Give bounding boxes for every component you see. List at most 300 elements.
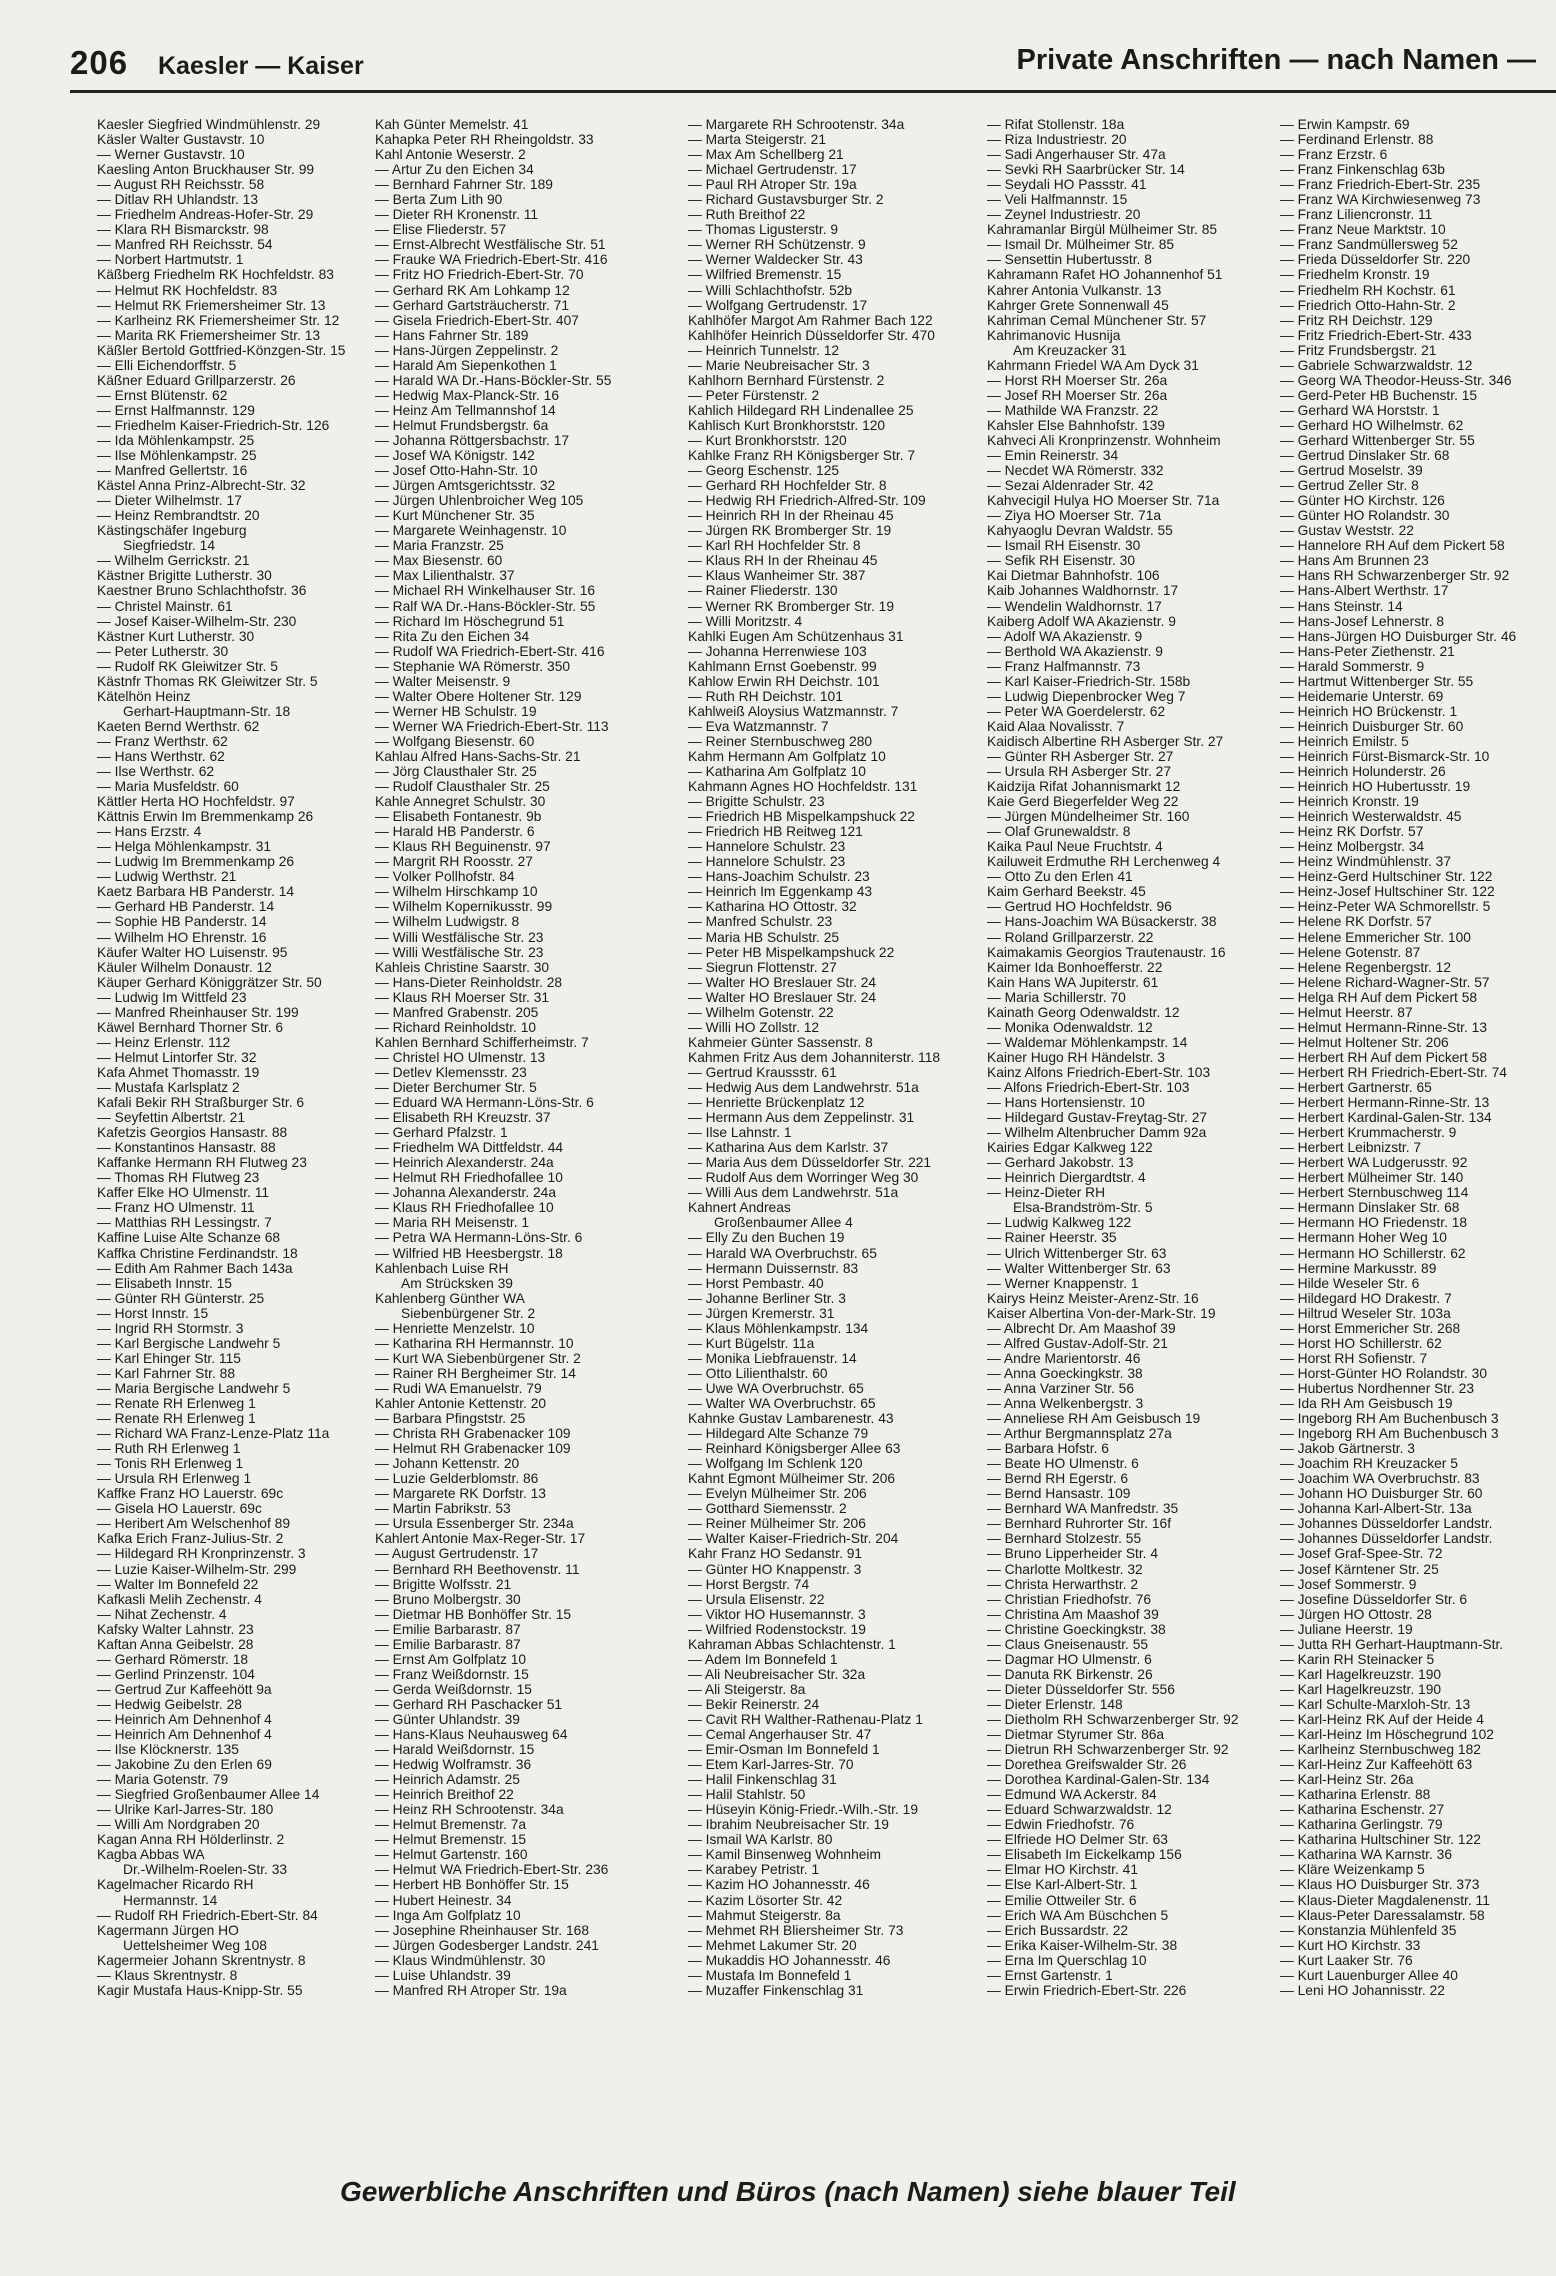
directory-entry: Kagba Abbas WA [97,1847,205,1863]
directory-entry: — Werner Knappenstr. 1 [987,1275,1139,1291]
directory-entry: — Hannelore Schulstr. 23 [688,854,846,870]
directory-entry: — Klaus RH Friedhofallee 10 [375,1200,554,1216]
directory-entry: — Helga RH Auf dem Pickert 58 [1280,989,1478,1005]
directory-entry: — Heinrich Tunnelstr. 12 [688,342,840,358]
directory-entry: — Ismail Dr. Mülheimer Str. 85 [987,237,1175,253]
directory-entry: — Gerhard Gartsträucherstr. 71 [375,297,569,313]
directory-entry: — Franz Erzstr. 6 [1280,147,1388,163]
directory-column [97,117,407,2157]
directory-entry: Kahnert Andreas [688,1200,791,1216]
directory-entry: — Helmut Frundsbergstr. 6a [375,417,549,433]
directory-entry: — Inga Am Golfplatz 10 [375,1907,521,1923]
directory-entry: — Siegrun Flottenstr. 27 [688,959,837,975]
directory-entry: — Gerhard WA Horststr. 1 [1280,402,1440,418]
directory-entry: — Joachim RH Kreuzacker 5 [1280,1456,1458,1472]
directory-entry: — Harald HB Panderstr. 6 [375,824,535,840]
directory-entry: Käwel Bernhard Thorner Str. 6 [97,1019,284,1035]
directory-entry: — Elisabeth Im Eickelkamp 156 [987,1847,1182,1863]
directory-entry: — Helmut RH Friedhofallee 10 [375,1170,563,1186]
directory-entry: — Heinz-Gerd Hultschiner Str. 122 [1280,869,1493,885]
directory-entry: Kagan Anna RH Hölderlinstr. 2 [97,1832,285,1848]
directory-entry: — Georg Eschenstr. 125 [688,463,840,479]
directory-entry: — Ditlav RH Uhlandstr. 13 [97,192,259,208]
directory-entry: — Ali Steigerstr. 8a [688,1681,806,1697]
directory-entry: — Gerlind Prinzenstr. 104 [97,1666,255,1682]
directory-entry: — Hüseyin König-Friedr.-Wilh.-Str. 19 [688,1802,919,1818]
directory-entry: Kagermeier Johann Skrentnystr. 8 [97,1952,306,1968]
directory-entry: — Viktor HO Husemannstr. 3 [688,1606,866,1622]
directory-entry: — Heinrich Am Dehnenhof 4 [97,1727,272,1743]
directory-entry: — Wilfried HB Heesbergstr. 18 [375,1245,563,1261]
directory-entry: — Gerhard Wittenberger Str. 55 [1280,432,1475,448]
directory-entry: — Katharina Hultschiner Str. 122 [1280,1832,1481,1848]
directory-entry: — Herbert Hermann-Rinne-Str. 13 [1280,1095,1490,1111]
directory-entry: — Brigitte Schulstr. 23 [688,794,825,810]
directory-entry: — Bruno Molbergstr. 30 [375,1591,521,1607]
directory-entry: — Walter HO Breslauer Str. 24 [688,974,877,990]
directory-entry: — Karl Kaiser-Friedrich-Str. 158b [987,673,1191,689]
directory-entry: — Friedhelm Kronstr. 19 [1280,267,1430,283]
directory-entry: — Helga Möhlenkampstr. 31 [97,839,272,855]
directory-entry: — Marita RK Friemersheimer Str. 13 [97,327,321,343]
directory-entry: — Ibrahim Neubreisacher Str. 19 [688,1817,889,1833]
directory-entry: — Ernst Am Golfplatz 10 [375,1651,527,1667]
directory-entry: — Rita Zu den Eichen 34 [375,628,530,644]
directory-entry: — Harald Weißdornstr. 15 [375,1742,535,1758]
directory-entry: — Eduard WA Hermann-Löns-Str. 6 [375,1095,594,1111]
directory-entry: — Henriette Brückenplatz 12 [688,1095,865,1111]
directory-entry: — Eduard Schwarzwaldstr. 12 [987,1802,1172,1818]
directory-entry: — Monika Liebfrauenstr. 14 [688,1350,857,1366]
directory-entry: — Gertrud Kraussstr. 61 [688,1064,837,1080]
directory-entry: — Horst RH Sofienstr. 7 [1280,1350,1428,1366]
directory-entry: — Heinz-Peter WA Schmorellstr. 5 [1280,899,1491,915]
directory-entry: — Michael RH Winkelhauser Str. 16 [375,583,596,599]
directory-entry: — Rudolf RK Gleiwitzer Str. 5 [97,658,278,674]
directory-entry: — Albrecht Dr. Am Maashof 39 [987,1320,1176,1336]
directory-entry: — Johannes Düsseldorfer Landstr. [1280,1531,1493,1547]
directory-entry: — Emilie Barbarastr. 87 [375,1621,521,1637]
directory-entry: — Alfons Friedrich-Ebert-Str. 103 [987,1080,1190,1095]
directory-entry: — Wolfgang Im Schlenk 120 [688,1456,863,1472]
directory-entry: — Andre Marientorstr. 46 [987,1350,1141,1366]
directory-entry: — Klaus Möhlenkampstr. 134 [688,1320,869,1336]
directory-entry: — Katharina Gerlingstr. 79 [1280,1817,1443,1833]
directory-column [987,117,1297,2157]
directory-entry: — Marta Steigerstr. 21 [688,132,827,148]
directory-entry: — Thomas Ligusterstr. 9 [688,222,839,238]
directory-entry: — Rudolf Aus dem Worringer Weg 30 [688,1170,919,1186]
header-rule [70,90,1556,93]
directory-entry: Am Strücksken 39 [401,1275,513,1291]
directory-entry: — Walter HO Breslauer Str. 24 [688,989,877,1005]
directory-entry: — Jürgen HO Ottostr. 28 [1280,1606,1432,1622]
directory-entry: — Rudolf Clausthaler Str. 25 [375,779,550,795]
directory-entry: — Max Am Schellberg 21 [688,147,844,163]
directory-entry: — Günter HO Knappenstr. 3 [688,1561,862,1577]
page-header [70,44,1536,94]
directory-entry: — Manfred RH Reichsstr. 54 [97,237,273,253]
directory-entry: — Horst-Günter HO Rolandstr. 30 [1280,1365,1488,1381]
directory-entry: Kahlmann Ernst Goebenstr. 99 [688,658,877,674]
directory-entry: — Werner Gustavstr. 10 [97,147,245,163]
directory-entry: — Maria Schillerstr. 70 [987,989,1126,1005]
directory-entry: — Tonis RH Erlenweg 1 [97,1456,244,1472]
directory-entry: — Luzie Kaiser-Wilhelm-Str. 299 [97,1561,297,1577]
directory-entry: — Sadi Angerhauser Str. 47a [987,147,1166,163]
directory-entry: — Gerhard RH Hochfelder Str. 8 [688,478,887,494]
directory-entry: — Harald Sommerstr. 9 [1280,658,1425,674]
directory-entry: — Rudolf RH Friedrich-Ebert-Str. 84 [97,1907,318,1923]
directory-entry: Kaetz Barbara HB Panderstr. 14 [97,884,295,900]
directory-entry: — Bernhard WA Manfredstr. 35 [987,1501,1179,1517]
directory-entry: — Eva Watzmannstr. 7 [688,718,829,734]
directory-entry: Kaffine Luise Alte Schanze 68 [97,1230,281,1246]
directory-entry: — Heinz-Dieter RH [987,1185,1106,1201]
directory-entry: — Ulrich Wittenberger Str. 63 [987,1245,1167,1261]
directory-entry: — Ilse Möhlenkampstr. 25 [97,448,257,464]
directory-entry: — Mustafa Karlsplatz 2 [97,1080,240,1095]
directory-entry: — Karl Ehinger Str. 115 [97,1350,241,1366]
directory-entry: — Riza Industriestr. 20 [987,132,1127,148]
directory-entry: — Katharina WA Karnstr. 36 [1280,1847,1453,1863]
directory-entry: — Elfriede HO Delmer Str. 63 [987,1832,1168,1848]
directory-entry: — Charlotte Moltkestr. 32 [987,1561,1143,1577]
directory-entry: — Beate HO Ulmenstr. 6 [987,1456,1139,1472]
directory-entry: Kaffke Franz HO Lauerstr. 69c [97,1486,284,1502]
directory-entry: — Mukaddis HO Johannesstr. 46 [688,1952,891,1968]
directory-entry: — Johannes Düsseldorfer Landstr. [1280,1516,1493,1532]
directory-entry: — Herbert RH Auf dem Pickert 58 [1280,1049,1488,1065]
directory-entry: — Heinrich Im Eggenkamp 43 [688,884,873,900]
directory-entry: — Elise Fliederstr. 57 [375,222,507,238]
directory-entry: — Heinz RK Dorfstr. 57 [1280,824,1424,840]
directory-entry: Kahraman Abbas Schlachtenstr. 1 [688,1636,896,1652]
directory-entry: — Fritz Frundsbergstr. 21 [1280,342,1437,358]
directory-entry: — Willi Westfälische Str. 23 [375,929,544,945]
directory-entry: — Herbert HB Bonhöffer Str. 15 [375,1877,569,1893]
directory-entry: — Herbert Leibnizstr. 7 [1280,1140,1422,1156]
directory-entry: — Renate RH Erlenweg 1 [97,1411,256,1427]
directory-entry: — Ernst Blütenstr. 62 [97,387,228,403]
directory-entry: — Mathilde WA Franzstr. 22 [987,402,1159,418]
directory-entry: — Waldemar Möhlenkampstr. 14 [987,1034,1188,1050]
directory-entry: Kättnis Erwin Im Bremmenkamp 26 [97,809,314,825]
directory-entry: — Ludwig Diepenbrocker Weg 7 [987,688,1186,704]
directory-entry: — Heinrich Adamstr. 25 [375,1772,520,1788]
directory-entry: — Helmut WA Friedrich-Ebert-Str. 236 [375,1862,609,1878]
directory-entry: — Walter Obere Holtener Str. 129 [375,688,582,704]
directory-entry: Käßner Eduard Grillparzerstr. 26 [97,372,296,388]
directory-entry: — Johann HO Duisburger Str. 60 [1280,1486,1483,1502]
directory-entry: Gerhart-Hauptmann-Str. 18 [123,703,291,719]
directory-entry: — Seydali HO Passstr. 41 [987,177,1147,193]
directory-entry: — Thomas RH Flutweg 23 [97,1170,260,1186]
directory-entry: Kahlhorn Bernhard Fürstenstr. 2 [688,372,885,388]
directory-entry: — Artur Zu den Eichen 34 [375,162,534,178]
directory-entry: — Josef WA Königstr. 142 [375,448,535,464]
directory-columns [97,117,1556,2157]
directory-entry: — Dorothea Kardinal-Galen-Str. 134 [987,1772,1210,1788]
directory-entry: — Maria Gotenstr. 79 [97,1772,229,1788]
directory-entry: — Hermine Markusstr. 89 [1280,1260,1437,1276]
directory-entry: Kaeten Bernd Werthstr. 62 [97,718,260,734]
directory-entry: — Hans-Joachim Schulstr. 23 [688,869,870,885]
directory-entry: — Heinrich Fürst-Bismarck-Str. 10 [1280,748,1490,764]
directory-entry: — Dieter RH Kronenstr. 11 [375,207,539,223]
directory-entry: — Brigitte Wolfsstr. 21 [375,1576,512,1592]
directory-entry: — Franz Liliencronstr. 11 [1280,207,1433,223]
directory-entry: — Dieter Erlenstr. 148 [987,1696,1123,1712]
directory-entry: Kahlisch Kurt Bronkhorststr. 120 [688,417,886,433]
directory-entry: — Josef Otto-Hahn-Str. 10 [375,463,538,479]
directory-entry: — Rudolf WA Friedrich-Ebert-Str. 416 [375,643,605,659]
directory-entry: — Johann Kettenstr. 20 [375,1456,520,1472]
directory-entry: Kah Günter Memelstr. 41 [375,117,529,132]
directory-entry: — Emir-Osman Im Bonnefeld 1 [688,1742,880,1758]
directory-entry: — Elisabeth RH Kreuzstr. 37 [375,1110,551,1126]
directory-entry: Kahlweiß Aloysius Watzmannstr. 7 [688,703,899,719]
directory-entry: — Friedhelm RH Kochstr. 61 [1280,282,1456,298]
directory-entry: — Klaus Windmühlenstr. 30 [375,1952,546,1968]
directory-entry: — Halil Stahlstr. 50 [688,1787,806,1803]
directory-entry: — Danuta RK Birkenstr. 26 [987,1666,1153,1682]
directory-entry: — Elmar HO Kirchstr. 41 [987,1862,1139,1878]
directory-entry: — Dorethea Greifswalder Str. 26 [987,1757,1187,1773]
directory-entry: — Wolfgang Biesenstr. 60 [375,733,535,749]
directory-entry: Kaiser Albertina Von-der-Mark-Str. 19 [987,1305,1216,1321]
directory-entry: — Manfred Gellertstr. 16 [97,463,248,479]
directory-entry: Kafkasli Melih Zechenstr. 4 [97,1591,262,1607]
directory-entry: — Gertrud HO Hochfeldstr. 96 [987,899,1172,915]
directory-entry: — Franz Halfmannstr. 73 [987,658,1141,674]
directory-entry: — Uwe WA Overbruchstr. 65 [688,1380,864,1396]
directory-entry: Kätelhön Heinz [97,688,191,704]
directory-entry: — Franz Finkenschlag 63b [1280,162,1445,178]
directory-entry: — Max Lilienthalstr. 37 [375,568,515,584]
directory-entry: — Christel HO Ulmenstr. 13 [375,1049,546,1065]
directory-entry: — Helmut Gartenstr. 160 [375,1847,528,1863]
directory-entry: — Evelyn Mülheimer Str. 206 [688,1486,867,1502]
directory-entry: Kahveci Ali Kronprinzenstr. Wohnheim [987,432,1221,448]
directory-entry: — Dietmar HB Bonhöffer Str. 15 [375,1606,572,1622]
directory-entry: Kahmen Fritz Aus dem Johanniterstr. 118 [688,1049,941,1065]
directory-entry: — Gertrud Moselstr. 39 [1280,463,1423,479]
directory-entry: — Bernhard RH Beethovenstr. 11 [375,1561,580,1577]
directory-entry: — Karin RH Steinacker 5 [1280,1651,1435,1667]
directory-entry: — Renate RH Erlenweg 1 [97,1395,256,1411]
directory-entry: — Zeynel Industriestr. 20 [987,207,1141,223]
directory-entry: — Rifat Stollenstr. 18a [987,117,1125,132]
directory-entry: — Helmut RK Friemersheimer Str. 13 [97,297,326,313]
directory-entry: — Friedhelm Kaiser-Friedrich-Str. 126 [97,417,330,433]
directory-entry: Kahlki Eugen Am Schützenhaus 31 [688,628,904,644]
directory-entry: — Herbert Krummacherstr. 9 [1280,1125,1457,1141]
directory-entry: — Manfred RH Atroper Str. 19a [375,1982,567,1998]
directory-entry: Großenbaumer Allee 4 [714,1215,853,1231]
directory-entry: — Werner HB Schulstr. 19 [375,703,537,719]
directory-entry: — Ingeborg RH Am Buchenbusch 3 [1280,1426,1499,1442]
directory-entry: — Hubert Heinestr. 34 [375,1892,512,1908]
directory-entry: — Heinrich HO Hubertusstr. 19 [1280,779,1471,795]
directory-entry: Kästel Anna Prinz-Albrecht-Str. 32 [97,478,306,494]
directory-entry: Kainath Georg Odenwaldstr. 12 [987,1004,1180,1020]
directory-entry: — Ismail RH Eisenstr. 30 [987,538,1141,554]
directory-entry: Kafka Erich Franz-Julius-Str. 2 [97,1531,284,1547]
directory-entry: — Hermann HO Friedenstr. 18 [1280,1215,1468,1231]
directory-entry: — Werner RH Schützenstr. 9 [688,237,866,253]
directory-entry: Kain Hans WA Jupiterstr. 61 [987,974,1159,990]
directory-entry: — Gotthard Siemensstr. 2 [688,1501,847,1517]
directory-entry: — Hans-Albert Werthstr. 17 [1280,583,1449,599]
directory-entry: Kahleis Christine Saarstr. 30 [375,959,550,975]
directory-entry: — Helmut Heerstr. 87 [1280,1004,1413,1020]
directory-entry: — Ernst-Albrecht Westfälische Str. 51 [375,237,606,253]
directory-entry: — Maria Musfeldstr. 60 [97,779,239,795]
directory-entry: — Adem Im Bonnefeld 1 [688,1651,838,1667]
directory-entry: — Herbert Gartnerstr. 65 [1280,1080,1432,1095]
directory-entry: — Walter WA Overbruchstr. 65 [688,1395,876,1411]
directory-entry: — Sezai Aldenrader Str. 42 [987,478,1154,494]
directory-entry: — Norbert Hartmutstr. 1 [97,252,244,268]
directory-entry: — Berta Zum Lith 90 [375,192,503,208]
directory-entry: — Günter Uhlandstr. 39 [375,1711,520,1727]
directory-entry: — Erwin Friedrich-Ebert-Str. 226 [987,1982,1187,1998]
directory-entry: — Heinrich HO Brückenstr. 1 [1280,703,1458,719]
directory-entry: — Ursula RH Erlenweg 1 [97,1471,252,1487]
directory-entry: Kagir Mustafa Haus-Knipp-Str. 55 [97,1982,303,1998]
directory-entry: — Josef RH Moerser Str. 26a [987,387,1168,403]
directory-entry: — Ruth Breithof 22 [688,207,806,223]
directory-entry: — Johanne Berliner Str. 3 [688,1290,846,1306]
directory-entry: — Margarete RK Dorfstr. 13 [375,1486,546,1502]
directory-entry: Kahrimanovic Husnija [987,327,1121,343]
directory-entry: — Reiner Sternbuschweg 280 [688,733,873,749]
directory-entry: — Hildegard RH Kronprinzenstr. 3 [97,1546,306,1562]
directory-entry: — Hedwig Geibelstr. 28 [97,1696,242,1712]
directory-entry: Kairies Edgar Kalkweg 122 [987,1140,1153,1156]
directory-entry: Kaib Johannes Waldhornstr. 17 [987,583,1179,599]
directory-entry: — Christa Herwarthstr. 2 [987,1576,1139,1592]
directory-entry: Kahapka Peter RH Rheingoldstr. 33 [375,132,594,148]
directory-entry: Kailuweit Erdmuthe RH Lerchenweg 4 [987,854,1221,870]
directory-entry: — Kläre Weizenkamp 5 [1280,1862,1425,1878]
directory-entry: — Wendelin Waldhornstr. 17 [987,598,1162,614]
directory-entry: — Helmut Holtener Str. 206 [1280,1034,1449,1050]
directory-entry: — Karl Hagelkreuzstr. 190 [1280,1681,1442,1697]
directory-entry: — Karl-Heinz RK Auf der Heide 4 [1280,1711,1484,1727]
directory-entry: — Bruno Lipperheider Str. 4 [987,1546,1159,1562]
directory-entry: Kahmann Agnes HO Hochfeldstr. 131 [688,779,918,795]
directory-entry: — Mehmet RH Bliersheimer Str. 73 [688,1922,904,1938]
directory-entry: — Helene Emmericher Str. 100 [1280,929,1471,945]
directory-entry: — Ismail WA Karlstr. 80 [688,1832,833,1848]
directory-entry: — Ruth RH Erlenweg 1 [97,1441,241,1457]
directory-entry: — Günter RH Asberger Str. 27 [987,748,1174,764]
directory-entry: — Dagmar HO Ulmenstr. 6 [987,1651,1152,1667]
directory-entry: Kahle Annegret Schulstr. 30 [375,794,546,810]
directory-entry: — Willi Am Nordgraben 20 [97,1817,260,1833]
directory-entry: — Willi HO Zollstr. 12 [688,1019,820,1035]
directory-entry: — Klaus RH Beguinenstr. 97 [375,839,551,855]
directory-entry: — Kamil Binsenweg Wohnheim [688,1847,881,1863]
directory-entry: Kaidisch Albertine RH Asberger Str. 27 [987,733,1224,749]
directory-entry: — Hans-Josef Lehnerstr. 8 [1280,613,1445,629]
directory-entry: — Jürgen Kremerstr. 31 [688,1305,835,1321]
directory-entry: — Ali Neubreisacher Str. 32a [688,1666,866,1682]
directory-entry: — Helmut RH Grabenacker 109 [375,1441,571,1457]
directory-entry: — Heinrich Emilstr. 5 [1280,733,1409,749]
directory-entry: — Klaus-Peter Daressalamstr. 58 [1280,1907,1485,1923]
directory-entry: — Jakob Gärtnerstr. 3 [1280,1441,1415,1457]
directory-entry: — Ingeborg RH Am Buchenbusch 3 [1280,1411,1499,1427]
directory-entry: — Karl Schulte-Marxloh-Str. 13 [1280,1696,1471,1712]
directory-entry: — Bernhard Stolzestr. 55 [987,1531,1142,1547]
directory-entry: — Gertrud Dinslaker Str. 68 [1280,448,1450,464]
directory-entry: — Klaus HO Duisburger Str. 373 [1280,1877,1480,1893]
directory-entry: — Mahmut Steigerstr. 8a [688,1907,841,1923]
directory-entry: — Edmund WA Ackerstr. 84 [987,1787,1157,1803]
directory-entry: — Johanna Alexanderstr. 24a [375,1185,557,1201]
directory-entry: — Bernd Hansastr. 109 [987,1486,1131,1502]
directory-entry: — Horst Pembastr. 40 [688,1275,824,1291]
directory-entry: — Günter HO Rolandstr. 30 [1280,508,1450,524]
directory-entry: — Hans Erzstr. 4 [97,824,202,840]
directory-entry: — Elli Eichendorffstr. 5 [97,357,237,373]
directory-entry: — Ulrike Karl-Jarres-Str. 180 [97,1802,274,1818]
directory-entry: — Paul RH Atroper Str. 19a [688,177,857,193]
directory-entry: — Richard Im Höschegrund 51 [375,613,565,629]
directory-entry: — Hans Am Brunnen 23 [1280,553,1429,569]
directory-column [375,117,685,2157]
directory-entry: — Wilhelm HO Ehrenstr. 16 [97,929,267,945]
directory-entry: — Max Biesenstr. 60 [375,553,503,569]
directory-entry: — Hiltrud Weseler Str. 103a [1280,1305,1451,1321]
directory-entry: — Hermann Aus dem Zeppelinstr. 31 [688,1110,915,1126]
directory-entry: — Wilhelm Gotenstr. 22 [688,1004,834,1020]
directory-entry: — Josef Kärntener Str. 25 [1280,1561,1439,1577]
directory-entry: — Franz WA Kirchwiesenweg 73 [1280,192,1481,208]
directory-entry: — Gerhard Jakobstr. 13 [987,1155,1134,1171]
directory-entry: — Gisela Friedrich-Ebert-Str. 407 [375,312,579,328]
directory-entry: — Manfred Rheinhauser Str. 199 [97,1004,299,1020]
directory-entry: — Christel Mainstr. 61 [97,598,233,614]
directory-entry: — Cavit RH Walther-Rathenau-Platz 1 [688,1711,923,1727]
directory-entry: — Gerhard HB Panderstr. 14 [97,899,275,915]
directory-entry: — Anna Goeckingkstr. 38 [987,1365,1143,1381]
directory-entry: — Heinrich RH In der Rheinau 45 [688,508,894,524]
directory-entry: Kahm Hermann Am Golfplatz 10 [688,748,886,764]
directory-entry: — Fritz Friedrich-Ebert-Str. 433 [1280,327,1472,343]
directory-entry: — Friedhelm WA Dittfeldstr. 44 [375,1140,564,1156]
directory-entry: — Helene RK Dorfstr. 57 [1280,914,1432,930]
directory-entry: — Sevki RH Saarbrücker Str. 14 [987,162,1185,178]
directory-entry: — August Gertrudenstr. 17 [375,1546,539,1562]
directory-entry: Siebenbürgener Str. 2 [401,1305,536,1321]
directory-entry: — Dieter Berchumer Str. 5 [375,1080,537,1095]
directory-entry: — Friedrich HB Mispelkampshuck 22 [688,809,915,825]
directory-entry: Kahlhöfer Margot Am Rahmer Bach 122 [688,312,933,328]
directory-entry: — Jutta RH Gerhart-Hauptmann-Str. [1280,1636,1504,1652]
directory-entry: — Karlheinz RK Friemersheimer Str. 12 [97,312,340,328]
directory-entry: — Gerhard RH Paschacker 51 [375,1696,563,1712]
directory-entry: — Harald WA Overbruchstr. 65 [688,1245,877,1261]
directory-entry: — Reinhard Königsberger Allee 63 [688,1441,901,1457]
directory-entry: — Detlev Klemensstr. 23 [375,1064,527,1080]
directory-entry: — Helmut Hermann-Rinne-Str. 13 [1280,1019,1488,1035]
directory-entry: — Günter RH Günterstr. 25 [97,1290,265,1306]
directory-entry: — Helmut Bremenstr. 15 [375,1832,527,1848]
